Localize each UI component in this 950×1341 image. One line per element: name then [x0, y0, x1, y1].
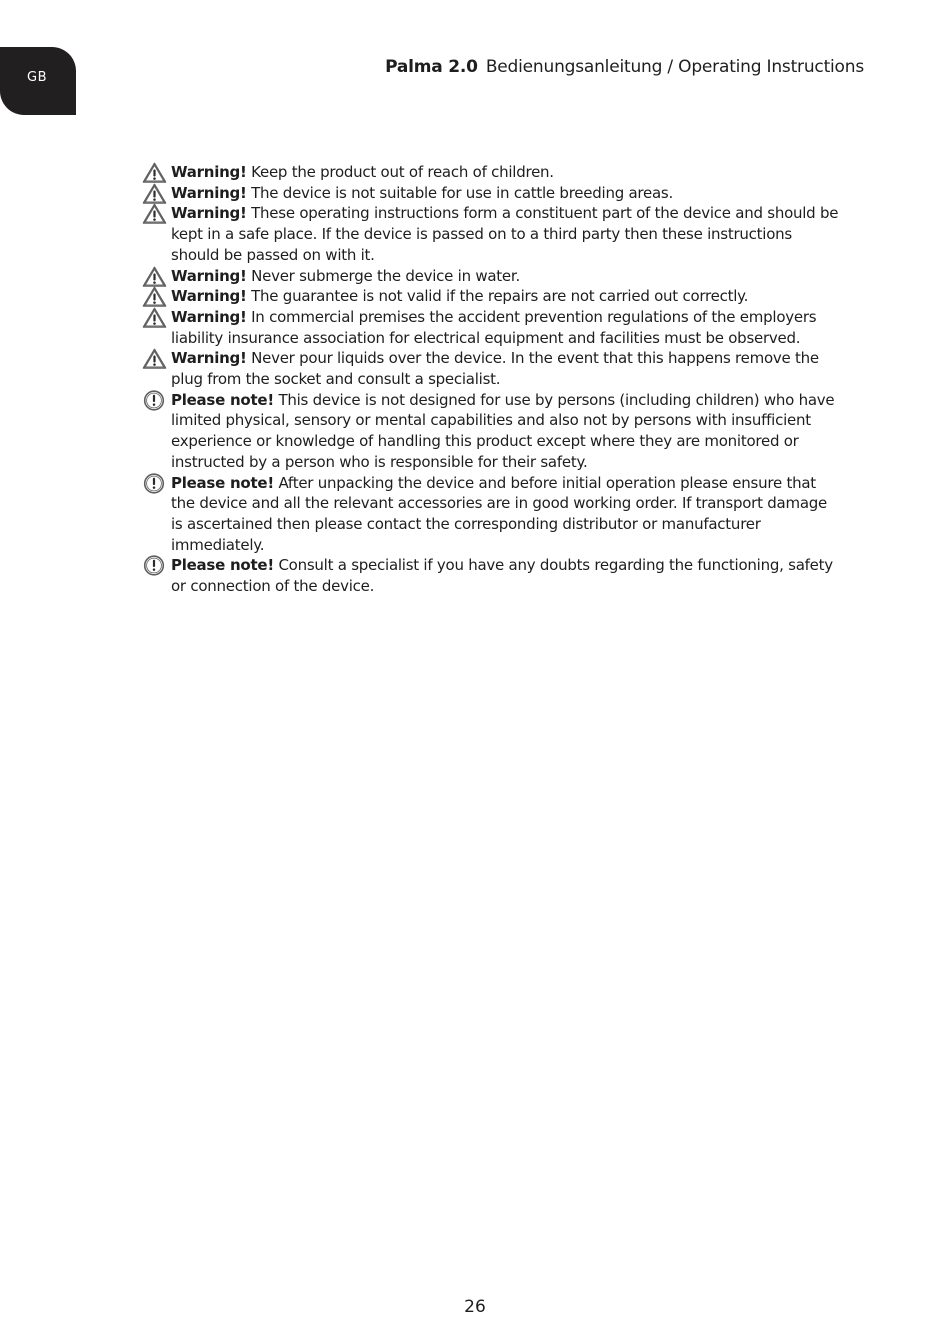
notice-lead: Warning! — [171, 287, 247, 306]
notice-item — [142, 555, 842, 596]
notice-lead: Please note! — [171, 390, 274, 409]
page-number: 26 — [464, 1297, 486, 1317]
notice-item — [142, 266, 842, 287]
note-circle-icon — [142, 473, 167, 494]
notice-lead: Warning! — [171, 183, 247, 202]
warning-triangle-icon — [142, 307, 167, 328]
warning-triangle-icon — [142, 286, 167, 307]
language-tab — [0, 47, 76, 115]
notice-text: These operating instructions form a constituent part of the device and should be kept in a safe place. If the device is passed on to a third party then these instructions should be passed on with it. — [171, 204, 839, 264]
notice-item — [142, 390, 842, 473]
notice-text: Never pour liquids over the device. In the event that this happens remove the plug from the socket and consult a specialist. — [171, 349, 819, 389]
notice-item — [142, 286, 842, 307]
warning-triangle-icon — [142, 348, 167, 369]
warning-triangle-icon — [142, 183, 167, 204]
notice-lead: Please note! — [171, 556, 274, 575]
notice-text: In commercial premises the accident prevention regulations of the employers liability insurance association for electrical equipment and facilities must be observed. — [171, 307, 817, 347]
notice-text: The guarantee is not valid if the repairs are not carried out correctly. — [246, 287, 749, 306]
notice-text: Never submerge the device in water. — [246, 266, 520, 285]
language-tab-label: GB — [27, 70, 47, 85]
safety-notices-list — [142, 162, 842, 597]
notice-text: After unpacking the device and before initial operation please ensure that the device and all the relevant accessories are in good working order. If transport damage is ascertained then please contact the corresponding distributor or manufacturer immediately. — [171, 473, 828, 554]
warning-triangle-icon — [142, 203, 167, 224]
notice-item — [142, 203, 842, 265]
notice-lead: Please note! — [171, 473, 274, 492]
notice-item — [142, 307, 842, 348]
product-model: Palma 2.0 — [385, 57, 478, 77]
notice-lead: Warning! — [171, 266, 247, 285]
note-circle-icon — [142, 390, 167, 411]
notice-item — [142, 162, 842, 183]
notice-item — [142, 183, 842, 204]
notice-lead: Warning! — [171, 163, 247, 181]
header-subtitle: / Operating Instructions — [667, 57, 864, 77]
notice-lead: Warning! — [171, 307, 247, 326]
warning-triangle-icon — [142, 266, 167, 287]
notice-text: This device is not designed for use by persons (including children) who have limited physical, sensory or mental capabilities and also not by persons with insufficient experience or knowledge of handling this product except where they are monitored or instructed by a person who is responsible for their safety. — [171, 390, 835, 471]
notice-item — [142, 348, 842, 389]
notice-text: The device is not suitable for use in cattle breeding areas. — [246, 183, 674, 202]
warning-triangle-icon — [142, 162, 167, 183]
notice-item — [142, 473, 842, 556]
notice-text: Consult a specialist if you have any doubts regarding the functioning, safety or connection of the device. — [171, 556, 833, 596]
notice-lead: Warning! — [171, 349, 247, 368]
header-title: Bedienungsanleitung — [485, 57, 663, 77]
notice-text: Keep the product out of reach of children. — [246, 163, 554, 181]
page-header — [385, 57, 864, 77]
note-circle-icon — [142, 555, 167, 576]
notice-lead: Warning! — [171, 204, 247, 223]
